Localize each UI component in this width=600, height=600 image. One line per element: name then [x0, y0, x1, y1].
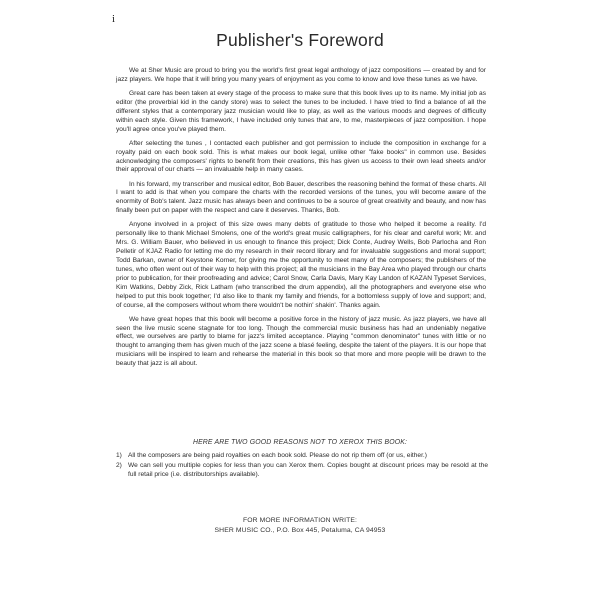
paragraph: Great care has been taken at every stage of the process to make sure that this book lives up to its name. My initial job as editor (the proverbial kid in the candy store) was to select the tunes to be included. I have tried to find a balance of all the different styles that a contemporary jazz musician would like to play, as well as the various moods and degrees of difficulty within each style. Given this framework, I have included only tunes that are, to me, masterpieces of jazz composition. I hope you'll agree once you've played them. [116, 90, 486, 133]
page-title: Publisher's Foreword [216, 30, 384, 50]
page-number: i [112, 13, 116, 25]
reason-text: We can sell you multiple copies for less than you can Xerox them. Copies bought at discount prices may be resold at the full retail price (i.e. distributorships available). [128, 461, 488, 478]
reasons-heading: HERE ARE TWO GOOD REASONS NOT TO XEROX THIS BOOK: [192, 439, 408, 446]
reason-item [116, 462, 488, 480]
contact-info [0, 516, 600, 536]
reason-number: 2) [116, 461, 122, 469]
reason-item [116, 452, 488, 461]
info-address: SHER MUSIC CO., P.O. Box 445, Petaluma, CA 94953 [214, 527, 386, 534]
reason-number: 1) [116, 452, 122, 459]
paragraph: Anyone involved in a project of this size owes many debts of gratitude to those who helped it become a reality. I'd personally like to thank Michael Smolens, one of the world's great music calligraphers, for his clear and careful work; Mr. and Mrs. G. William Bauer, who believed in us enough to finance this project; Dick Conte, Audrey Wells, Bob Parlocha and Ron Pelletir of KJAZ Radio for letting me do my research in their record library and for invaluable suggestions and moral support; Todd Barkan, owner of Keystone Korner, for giving me the opportunity to meet many of the composers; the publishers of the tunes, who often went out of their way to help with this project; all the musicians in the Bay Area who played through our charts prior to publication, for their proofreading and advice; Carol Snow, Carla Davis, Mary Kay Landon of KAZAN Typeset Services, Kim Watkins, Debby Zick, Rick Latham (who transcribed the drum appendix), all the photographers and everyone else who helped to put this book together; I'd also like to thank my family and friends, for a bottomless supply of love and support; and, of course, all the composers without whom there wouldn't be nothin' shakin'. Thanks again. [116, 221, 486, 309]
reason-text: All the composers are being paid royalties on each book sold. Please do not rip them off (or us, either.) [128, 452, 427, 459]
paragraph: In his forward, my transcriber and musical editor, Bob Bauer, describes the reasoning behind the format of these charts. All I want to add is that when you compare the charts with the recorded versions of the tunes, you will become aware of the enormity of Bob's talent. Jazz music has always been and continues to be a source of great creativity and beauty, and now has finally been put on paper with the respect and care it deserves. Thanks, Bob. [116, 180, 486, 215]
foreword-body [116, 67, 486, 374]
info-heading: FOR MORE INFORMATION WRITE: [243, 517, 357, 524]
paragraph: After selecting the tunes , I contacted each publisher and got permission to include the composition in exchange for a royalty paid on each book sold. This is what makes our book legal, unlike other "fake books" in common use. Besides acknowledging the composers' rights to benefit from their creations, this has given us access to their own lead sheets and/or their approval of our charts — an invaluable help in many cases. [116, 139, 486, 174]
paragraph: We have great hopes that this book will become a positive force in the history of jazz music. As jazz players, we have all seen the live music scene stagnate for too long. Though the commercial music business has had an undeniably negative effect, we ourselves are partly to blame for jazz's limited acceptance. Playing "common denominator" tunes with little or no thought to arranging them has given much of the jazz scene a blasé feeling, despite the talent of the players. It is our hope that musicians will be inspired to learn and rehearse the material in this book so that more and more people will be drawn to the beauty that jazz is all about. [116, 315, 486, 368]
reasons-list [116, 452, 488, 481]
paragraph: We at Sher Music are proud to bring you the world's first great legal anthology of jazz compositions — created by and for jazz players. We hope that it will bring you many years of enjoyment as you come to know and love these tunes as we have. [116, 67, 486, 83]
